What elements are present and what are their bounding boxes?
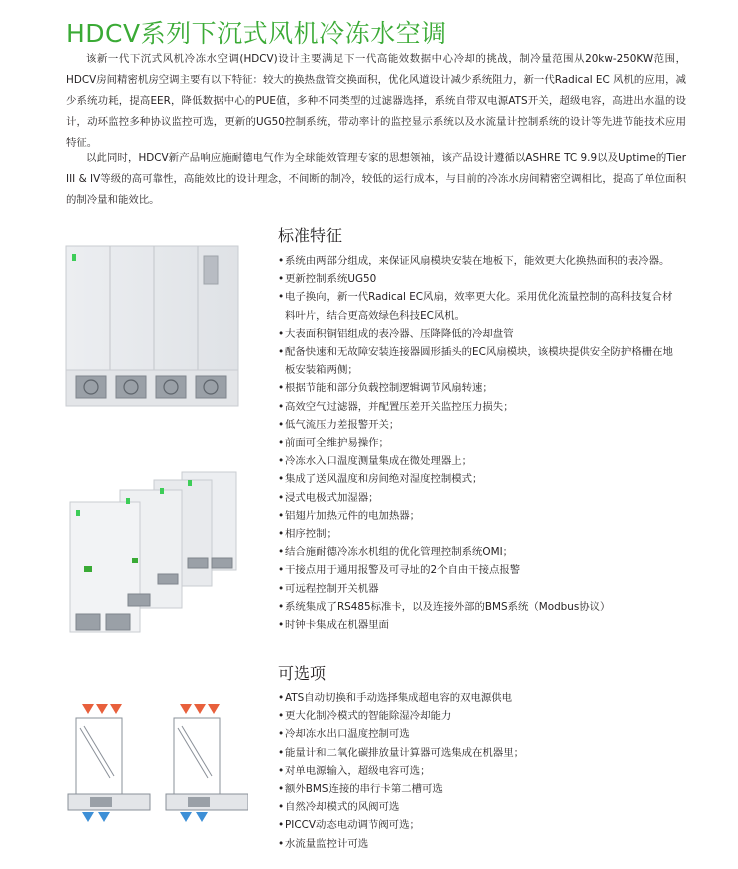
list-item: • 时钟卡集成在机器里面 — [278, 616, 678, 634]
optional-features-list — [278, 689, 678, 853]
list-item: • ATS自动切换和手动选择集成超电容的双电源供电 — [278, 689, 678, 707]
list-item: • 冷却冻水出口温度控制可选 — [278, 725, 678, 743]
list-item: • 铝翅片加热元件的电加热器； — [278, 507, 678, 525]
airflow-diagram-image — [62, 700, 248, 834]
list-item: • 额外BMS连接的串行卡第二槽可选 — [278, 780, 678, 798]
list-item: • 集成了送风温度和房间绝对湿度控制模式； — [278, 470, 678, 488]
hdcv-unit-image — [62, 244, 248, 418]
standard-features-list — [278, 252, 678, 634]
list-item: • 更大化制冷模式的智能除湿冷却能力 — [278, 707, 678, 725]
list-item: • 相序控制； — [278, 525, 678, 543]
cold-air-icon — [82, 812, 208, 822]
list-item: • 对单电源输入，超级电容可选； — [278, 762, 678, 780]
list-item: • 结合施耐德冷冻水机组的优化管理控制系统OMI； — [278, 543, 678, 561]
optional-features-heading: 可选项 — [278, 664, 327, 683]
standard-features-heading: 标准特征 — [278, 226, 343, 245]
hot-air-icon — [82, 704, 220, 714]
list-item: • 根据节能和部分负载控制逻辑调节风扇转速； — [278, 379, 678, 397]
list-item: • 水流量监控计可选 — [278, 835, 678, 853]
list-item: • 前面可全维护易操作； — [278, 434, 678, 452]
list-item: • 干接点用于通用报警及可寻址的2个自由干接点报警 — [278, 561, 678, 579]
intro-paragraph-1: 该新一代下沉式风机冷冻水空调(HDCV)设计主要满足下一代高能效数据中心冷却的挑战，制冷量范围从20kw-250KW范围，HDCV房间精密机房空调主要有以下特征：较大的换热盘管交换面积，优化风道设计减少系统阻力，新一代Radical EC 风机的应用，减少系统功耗，提高EER，降低数据中心的PUE值，多种不同类型的过滤器选择，系统自带双电源ATS开关，超级电容，高进出水温的设计，动环监控多种协议监控可选，更新的UG50控制系统，带动率计的监控显示系统以及水流量计控制系统的设计等先进节能技术应用特征。 — [66, 53, 686, 149]
intro-paragraph-2: 以此同时，HDCV新产品响应施耐德电气作为全球能效管理专家的思想领袖，该产品设计遵循以ASHRE TC 9.9以及Uptime的Tier III & IV等级的高可靠性，高能效比的设计理念，不间断的制冷，较低的运行成本，与目前的冷冻水房间精密空调相比，提高了单位面积的制冷量和能效比。 — [66, 152, 686, 206]
list-item: • 能量计和二氧化碳排放量计算器可选集成在机器里； — [278, 744, 678, 762]
list-item: • 更新控制系统UG50 — [278, 270, 678, 288]
list-item: • PICCV动态电动调节阀可选； — [278, 816, 678, 834]
page-title: HDCV系列下沉式风机冷冻水空调 — [66, 19, 447, 48]
hdcv-range-image — [62, 466, 248, 654]
list-item: • 系统集成了RS485标准卡，以及连接外部的BMS系统（Modbus协议） — [278, 598, 678, 616]
list-item: • 电子换向，新一代Radical EC风扇，效率更大化。采用优化流量控制的高科技复合材料叶片，结合更高效绿色科技EC风机。 — [278, 288, 678, 324]
list-item: • 大表面积铜铝组成的表冷器、压降降低的冷却盘管 — [278, 325, 678, 343]
list-item: • 高效空气过滤器，并配置压差开关监控压力损失； — [278, 398, 678, 416]
list-item: • 可远程控制开关机器 — [278, 580, 678, 598]
list-item: • 低气流压力差报警开关； — [278, 416, 678, 434]
list-item: • 冷冻水入口温度测量集成在微处理器上； — [278, 452, 678, 470]
list-item: • 配备快速和无故障安装连接器圆形插头的EC风扇模块，该模块提供安全防护格栅在地板安装箱两侧； — [278, 343, 678, 379]
list-item: • 系统由两部分组成，来保证风扇模块安装在地板下，能效更大化换热面积的表冷器。 — [278, 252, 678, 270]
list-item: • 自然冷却模式的风阀可选 — [278, 798, 678, 816]
list-item: • 浸式电极式加湿器； — [278, 489, 678, 507]
